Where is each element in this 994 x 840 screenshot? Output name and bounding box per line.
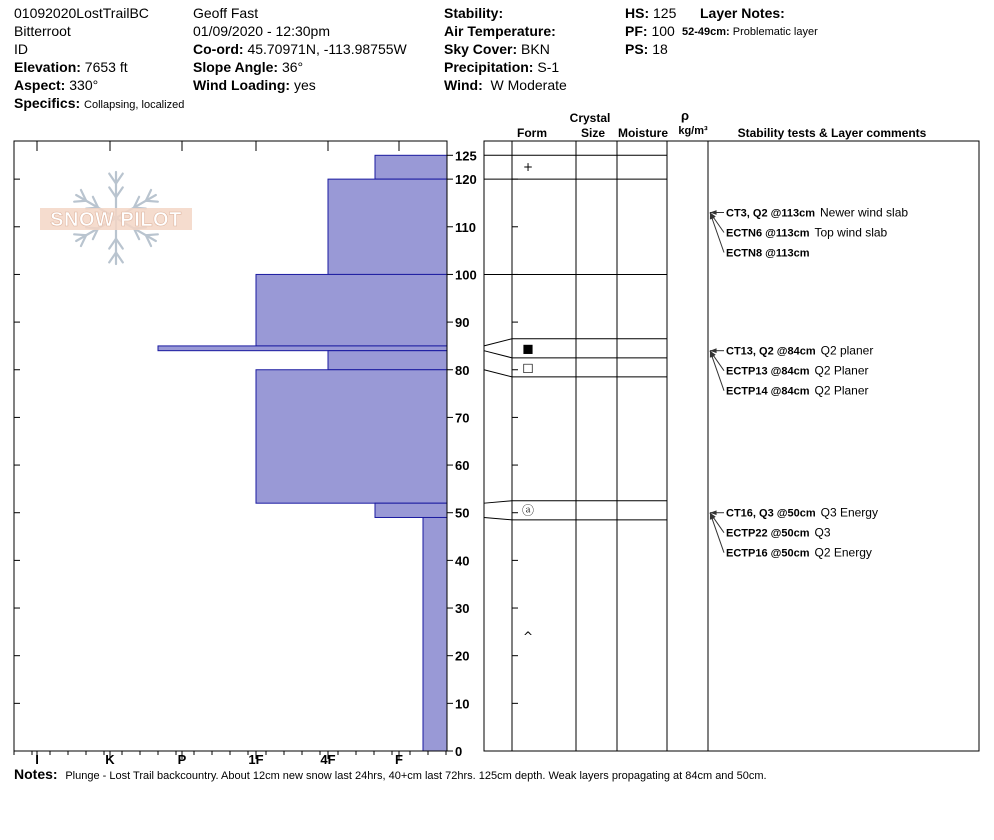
layer-note-text: Problematic layer xyxy=(732,26,818,38)
notes-text: Plunge - Lost Trail backcountry. About 12cm new snow last 24hrs, 40+cm last 72hrs. 125cm depth. Weak layers propagating at 84cm and 50cm. xyxy=(65,770,767,782)
test-code: ECTN8 @113cm xyxy=(726,247,810,260)
slope-value: 36° xyxy=(281,59,304,75)
test-code: CT16, Q3 @50cm xyxy=(726,507,816,520)
depth-tick-label: 50 xyxy=(455,505,470,521)
wind-loading-value: yes xyxy=(293,77,316,93)
specifics-label: Specifics: xyxy=(14,95,81,111)
coord-value: 45.70971N, -113.98755W xyxy=(247,41,407,57)
stability-test-entry xyxy=(726,546,872,560)
notes-label: Notes: xyxy=(14,766,58,782)
test-code: ECTN6 @113cm xyxy=(726,227,810,240)
depth-tick-label: 110 xyxy=(455,219,476,235)
site-id: 01092020LostTrailBC xyxy=(14,5,149,21)
air-temp-label: Air Temperature: xyxy=(444,23,556,39)
header-size: Size xyxy=(580,126,606,140)
flake-branch xyxy=(146,234,158,235)
depth-connector xyxy=(484,370,512,377)
hardness-layer-bar xyxy=(328,351,447,370)
coord-label: Co-ord: xyxy=(193,41,244,57)
sky-value: BKN xyxy=(521,41,550,57)
depth-tick-label: 80 xyxy=(455,362,470,378)
depth-tick-label: 100 xyxy=(455,267,477,283)
test-comment: Q2 planer xyxy=(820,343,874,358)
notes xyxy=(14,766,767,782)
hs-value: 125 xyxy=(653,5,677,21)
test-code: ECTP14 @84cm xyxy=(726,385,810,398)
state-name: ID xyxy=(14,41,28,57)
hardness-layer-bar xyxy=(328,179,447,274)
profile-panel xyxy=(484,141,979,751)
stability-test-entry xyxy=(726,205,908,219)
header-form: Form xyxy=(517,126,547,140)
depth-tick-label: 0 xyxy=(455,744,463,759)
test-comment: Newer wind slab xyxy=(820,205,909,220)
flake-branch xyxy=(74,201,86,202)
precip-label: Precipitation: xyxy=(444,59,534,75)
test-comment: Top wind slab xyxy=(814,225,888,240)
hardness-layer-bar xyxy=(423,517,447,751)
logo-text: SNOW PILOT xyxy=(50,209,182,231)
test-code: ECTP22 @50cm xyxy=(726,527,810,540)
depth-connector xyxy=(484,351,512,358)
crystal-form-symbol: ⓐ xyxy=(521,503,535,518)
depth-tick-label: 30 xyxy=(455,601,470,617)
hardness-layer-bar xyxy=(158,346,447,351)
test-comment: Q2 Planer xyxy=(814,363,869,378)
ps-label: PS: xyxy=(625,41,649,57)
depth-connector xyxy=(484,517,512,519)
stability-test-entry xyxy=(726,247,810,259)
observation-datetime: 01/09/2020 - 12:30pm xyxy=(193,23,330,39)
hardness-layer-bar xyxy=(256,370,447,503)
elevation-value: 7653 ft xyxy=(84,59,128,75)
hs-label: HS: xyxy=(625,5,650,21)
range-name: Bitterroot xyxy=(14,23,71,39)
depth-tick-label: 40 xyxy=(455,553,470,569)
stability-test-entry xyxy=(726,506,878,520)
wind-value: W Moderate xyxy=(490,77,567,93)
ps-value: 18 xyxy=(652,41,668,57)
slope-label: Slope Angle: xyxy=(193,59,279,75)
elevation-label: Elevation: xyxy=(14,59,81,75)
stability-test-entry xyxy=(726,384,869,398)
header-rho: ρ xyxy=(680,108,690,123)
test-comment: Q3 xyxy=(814,525,831,540)
layer-note-range: 52-49cm: xyxy=(682,26,730,38)
test-code: CT13, Q2 @84cm xyxy=(726,345,816,358)
depth-tick-label: 120 xyxy=(455,172,477,188)
depth-tick-label: 70 xyxy=(455,410,470,426)
crystal-form-symbol: □ xyxy=(522,360,534,375)
hardness-layer-bar xyxy=(375,155,447,179)
hardness-layer-bar xyxy=(375,503,447,517)
test-comment: Q2 Energy xyxy=(814,545,872,560)
crystal-form-symbol: ^ xyxy=(522,629,534,644)
depth-connector xyxy=(484,339,512,346)
pf-value: 100 xyxy=(651,23,675,39)
test-comment: Q3 Energy xyxy=(820,505,878,520)
header-density: kg/m³ xyxy=(678,125,708,137)
pf-label: PF: xyxy=(625,23,648,39)
flake-branch xyxy=(146,201,158,202)
stability-test-entry xyxy=(726,526,831,540)
stability-test-entry xyxy=(726,225,888,239)
test-code: ECTP13 @84cm xyxy=(726,365,810,378)
depth-tick-label: 60 xyxy=(455,458,470,474)
wind-label: Wind: xyxy=(444,77,483,93)
crystal-form-symbol: + xyxy=(522,160,534,175)
wind-loading-label: Wind Loading: xyxy=(193,77,291,93)
header-crystal: Crystal xyxy=(569,111,611,125)
hardness-tick-label: F xyxy=(395,752,403,767)
depth-tick-label: 90 xyxy=(455,315,470,331)
flake-branch xyxy=(74,234,86,235)
hardness-tick-label: 4F xyxy=(320,752,336,767)
depth-tick-label: 125 xyxy=(455,148,477,164)
stability-test-entry xyxy=(726,344,873,358)
stability-test-entry xyxy=(726,364,869,378)
test-code: CT3, Q2 @113cm xyxy=(726,207,815,220)
observer-name: Geoff Fast xyxy=(193,5,259,21)
layer-notes-label: Layer Notes: xyxy=(700,5,785,21)
test-code: ECTP16 @50cm xyxy=(726,547,810,560)
hardness-tick-label: K xyxy=(105,752,115,767)
test-comment: Q2 Planer xyxy=(814,383,869,398)
header-moisture: Moisture xyxy=(617,126,669,140)
hardness-tick-label: 1F xyxy=(248,752,264,767)
stability-label: Stability: xyxy=(444,5,504,21)
depth-tick-label: 20 xyxy=(455,648,470,664)
precip-value: S-1 xyxy=(537,59,560,75)
crystal-form-symbol: ■ xyxy=(522,341,534,356)
depth-tick-label: 10 xyxy=(455,696,470,712)
hardness-tick-label: P xyxy=(177,752,187,767)
depth-connector xyxy=(484,501,512,503)
hardness-tick-label: I xyxy=(35,752,39,767)
hardness-layer-bar xyxy=(256,274,447,345)
sky-label: Sky Cover: xyxy=(444,41,518,57)
aspect-label: Aspect: xyxy=(14,77,66,93)
snowpilot-logo xyxy=(40,172,192,264)
specifics-value: Collapsing, localized xyxy=(84,99,185,111)
header-stability-comments: Stability tests & Layer comments xyxy=(737,126,927,140)
aspect-value: 330° xyxy=(69,77,99,93)
